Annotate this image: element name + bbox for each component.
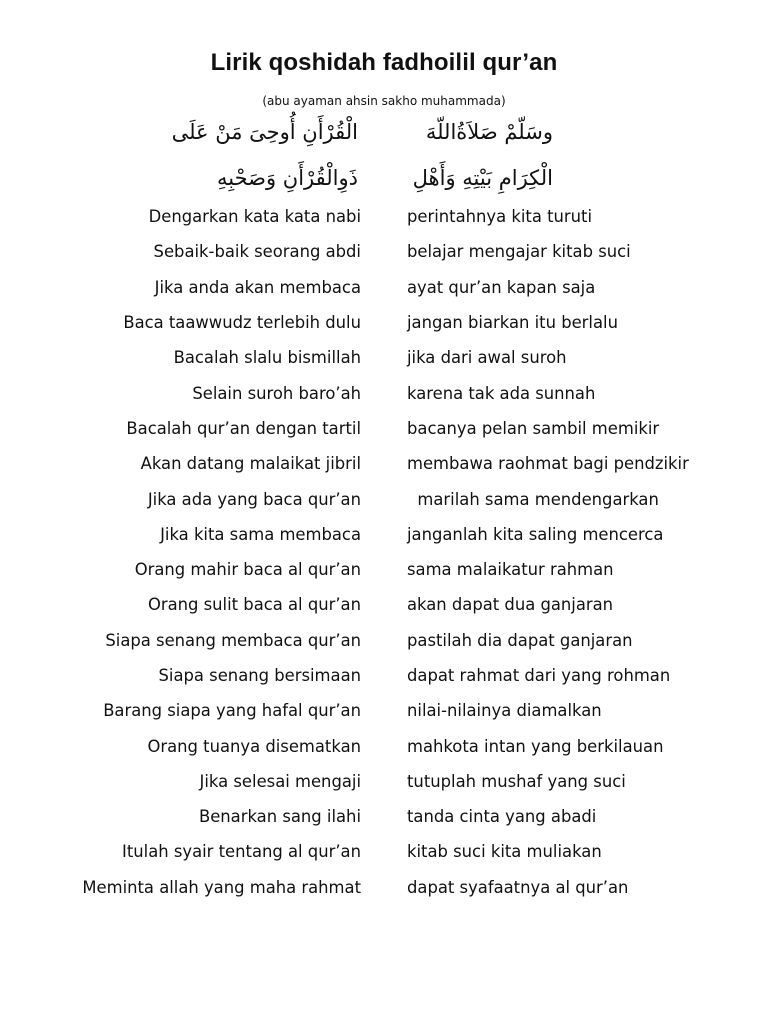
verse-second-half: janganlah kita saling mencerca bbox=[407, 524, 664, 544]
verse-second-half: akan dapat dua ganjaran bbox=[407, 595, 614, 615]
verse-first-half: Orang sulit baca al qur’an bbox=[147, 595, 361, 615]
verse-second-half: membawa raohmat bagi pendzikir bbox=[407, 454, 689, 474]
verse-first-half: Itulah syair tentang al qur’an bbox=[122, 842, 361, 862]
verse-row bbox=[0, 234, 768, 269]
verse-row bbox=[0, 340, 768, 375]
verse-first-half: Sebaik-baik seorang abdi bbox=[153, 242, 361, 262]
verse-first-half: Jika selesai mengaji bbox=[199, 771, 361, 791]
verse-first-half: Selain suroh baro’ah bbox=[192, 383, 361, 403]
verse-second-half: tutuplah mushaf yang suci bbox=[407, 771, 626, 791]
verse-first-half: Orang mahir baca al qur’an bbox=[134, 560, 361, 580]
verse-first-half: Jika anda akan membaca bbox=[154, 277, 361, 297]
verse-row bbox=[0, 199, 768, 234]
verse-second-half: dapat syafaatnya al qur’an bbox=[407, 877, 629, 897]
verse-first-half: Siapa senang membaca qur’an bbox=[105, 630, 361, 650]
verse-list bbox=[0, 199, 768, 905]
verse-second-half: dapat rahmat dari yang rohman bbox=[407, 666, 671, 685]
verse-row bbox=[0, 870, 768, 905]
verse-second-half: tanda cinta yang abadi bbox=[407, 807, 597, 827]
page-subtitle: (abu ayaman ahsin sakho muhammada) bbox=[262, 94, 506, 108]
verse-row bbox=[0, 764, 768, 799]
verse-first-half: Benarkan sang ilahi bbox=[198, 807, 361, 827]
verse-row bbox=[0, 728, 768, 763]
verse-second-half: marilah sama mendengarkan bbox=[407, 489, 659, 509]
verse-row bbox=[0, 693, 768, 728]
verse-row bbox=[0, 305, 768, 340]
verse-second-half: mahkota intan yang berkilauan bbox=[407, 736, 664, 756]
arabic-line-1-left: الْقُرْأَنِ أُوحِىَ مَنْ عَلَى bbox=[171, 120, 358, 144]
verse-row bbox=[0, 658, 768, 693]
verse-second-half: ayat qur’an kapan saja bbox=[407, 277, 596, 297]
verse-second-half: bacanya pelan sambil memikir bbox=[407, 418, 660, 438]
verse-row bbox=[0, 411, 768, 446]
verse-first-half: Orang tuanya disematkan bbox=[147, 736, 361, 756]
verse-first-half: Siapa senang bersimaan bbox=[158, 666, 361, 685]
verse-row bbox=[0, 446, 768, 481]
verse-first-half: Bacalah slalu bismillah bbox=[173, 348, 361, 368]
verse-second-half: jangan biarkan itu berlalu bbox=[407, 313, 618, 333]
verse-row bbox=[0, 623, 768, 658]
verse-first-half: Barang siapa yang hafal qur’an bbox=[103, 701, 361, 721]
verse-second-half: sama malaikatur rahman bbox=[407, 560, 614, 580]
verse-first-half: Akan datang malaikat jibril bbox=[140, 454, 361, 474]
verse-second-half: belajar mengajar kitab suci bbox=[407, 242, 631, 262]
verse-row bbox=[0, 834, 768, 869]
verse-second-half: jika dari awal suroh bbox=[407, 348, 567, 368]
verse-row bbox=[0, 270, 768, 305]
verse-row bbox=[0, 552, 768, 587]
verse-first-half: Baca taawwudz terlebih dulu bbox=[123, 313, 361, 333]
verse-first-half: Jika kita sama membaca bbox=[160, 524, 361, 544]
verse-first-half: Meminta allah yang maha rahmat bbox=[82, 877, 361, 897]
verse-second-half: kitab suci kita muliakan bbox=[407, 842, 602, 862]
verse-first-half: Bacalah qur’an dengan tartil bbox=[126, 418, 361, 438]
arabic-line-1-right: وسَلّمْ صَلاَةُاللّهَ bbox=[425, 120, 553, 144]
verse-row bbox=[0, 481, 768, 516]
arabic-line-2-right: الْكِرَامِ بَيْتِهِ وَأَهْلِ bbox=[412, 166, 553, 190]
verse-row bbox=[0, 587, 768, 622]
verse-row bbox=[0, 517, 768, 552]
verse-second-half: karena tak ada sunnah bbox=[407, 383, 596, 403]
arabic-line-2-left: ذَوِالْقُرْأَنِ وَصَحْبِهِ bbox=[217, 166, 358, 190]
verse-second-half: pastilah dia dapat ganjaran bbox=[407, 630, 633, 650]
page-title: Lirik qoshidah fadhoilil qur’an bbox=[210, 49, 558, 76]
verse-first-half: Jika ada yang baca qur’an bbox=[147, 489, 361, 509]
verse-second-half: nilai-nilainya diamalkan bbox=[407, 701, 602, 721]
verse-row bbox=[0, 799, 768, 834]
verse-first-half: Dengarkan kata kata nabi bbox=[148, 207, 361, 227]
verse-row bbox=[0, 375, 768, 410]
verse-second-half: perintahnya kita turuti bbox=[407, 207, 593, 227]
